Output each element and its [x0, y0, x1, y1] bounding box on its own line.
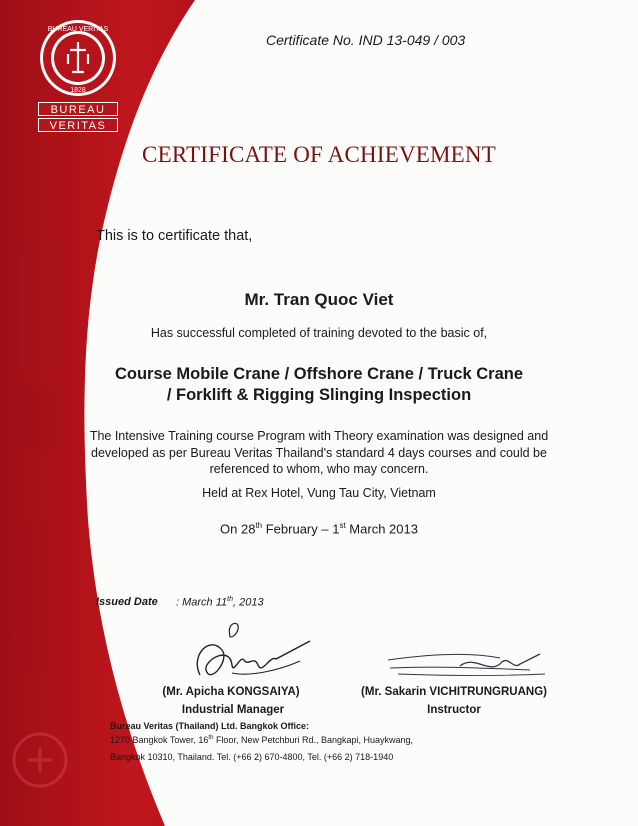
office-line-2-sup: th — [208, 735, 214, 741]
certificate-title: CERTIFICATE OF ACHIEVEMENT — [142, 142, 496, 167]
logo-wordmark-bureau: BUREAU — [50, 104, 106, 116]
description-line-2: developed as per Bureau Veritas Thailand's standard 4 days courses and could be — [91, 445, 547, 460]
dates-prefix: On 28 — [220, 521, 256, 537]
training-dates — [0, 521, 638, 536]
dates-sup-2: st — [339, 521, 346, 530]
completed-text: Has successful completed of training devoted to the basic of, — [150, 326, 488, 340]
office-line-1: Bureau Veritas (Thailand) Ltd. Bangkok Office: — [110, 721, 310, 731]
issued-prefix: : March 11 — [176, 596, 228, 609]
dates-mid: February – 1 — [262, 521, 340, 537]
manager-name: (Mr. Apicha KONGSAIYA) — [162, 686, 300, 698]
instructor-title: Instructor — [427, 704, 481, 716]
bureau-veritas-logo — [32, 14, 124, 142]
office-line-2 — [110, 735, 413, 745]
logo-wordmark-veritas: VERITAS — [49, 120, 107, 132]
description-line-3: referenced to whom, who may concern. — [209, 462, 429, 476]
recipient-name: Mr. Tran Quoc Viet — [244, 290, 394, 309]
issued-suffix: , 2013 — [233, 596, 264, 609]
certificate-number: Certificate No. IND 13-049 / 003 — [266, 32, 466, 48]
description-line-1: The Intensive Training course Program with Theory examination was designed and — [89, 429, 549, 443]
instructor-name: (Mr. Sakarin VICHITRUNGRUANG) — [361, 686, 547, 698]
seal-year: 1828 — [70, 87, 86, 94]
course-line-2: / Forklift & Rigging Slinging Inspection — [166, 386, 472, 404]
manager-title: Industrial Manager — [181, 704, 285, 716]
signature-manager — [170, 615, 320, 695]
intro-text: This is to certificate that, — [96, 228, 253, 244]
office-line-2-suffix: Floor, New Petchburi Rd., Bangkapi, Huaykwang, — [213, 735, 414, 745]
dates-suffix: March 2013 — [345, 521, 418, 537]
course-line-1: Course Mobile Crane / Offshore Crane / Truck Crane — [114, 365, 524, 383]
office-line-3: Bangkok 10310, Thailand. Tel. (+66 2) 670-4800, Tel. (+66 2) 718-1940 — [110, 752, 394, 762]
issued-date-value — [176, 596, 264, 609]
seal-text: BUREAU VERITAS — [47, 26, 109, 33]
issued-sup: th — [227, 596, 233, 603]
description — [0, 428, 638, 478]
venue-text: Held at Rex Hotel, Vung Tau City, Vietnam — [202, 486, 436, 500]
signature-instructor — [380, 640, 550, 690]
issued-date-label: Issued Date — [96, 596, 158, 608]
dates-sup-1: th — [255, 521, 263, 530]
office-line-2-prefix: 1270 Bangkok Tower, 16 — [110, 735, 209, 745]
